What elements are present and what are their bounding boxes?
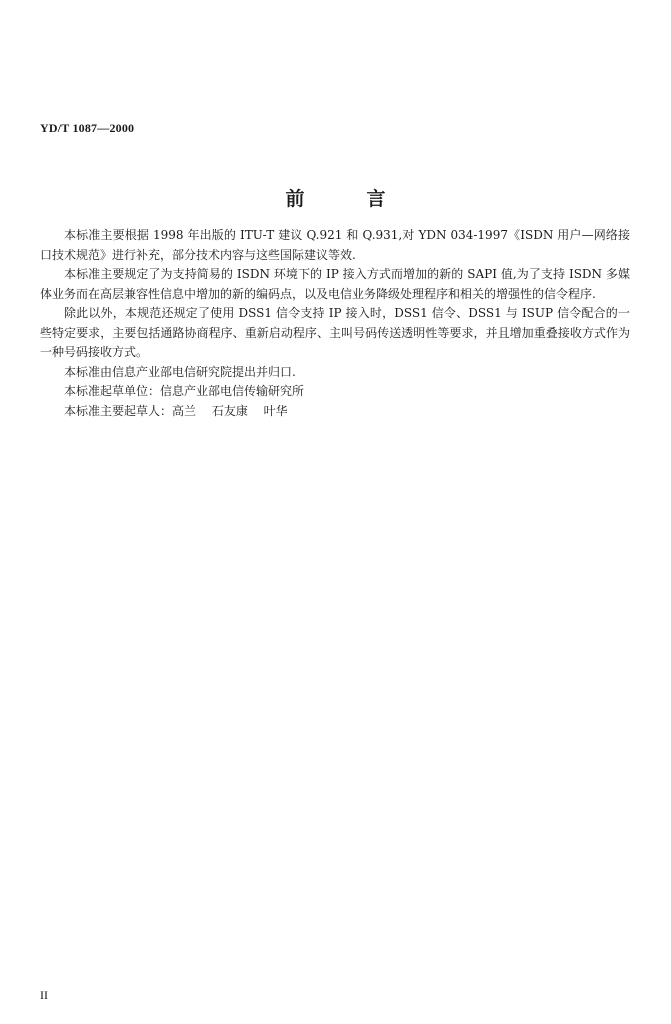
title-char-1: 前	[285, 188, 305, 210]
paragraph-4: 本标准由信息产业部电信研究院提出并归口.	[64, 364, 296, 379]
preface-body	[40, 226, 630, 421]
paragraph-6: 本标准主要起草人：高兰 石友康 叶华	[64, 403, 288, 418]
document-code: YD/T 1087—2000	[40, 121, 135, 135]
paragraph-5: 本标准起草单位：信息产业部电信传输研究所	[64, 384, 305, 398]
paragraph-3: 除此以外，本规范还规定了使用 DSS1 信令支持 IP 接入时，DSS1 信令、DSS1 与 ISUP 信令配合的一些特定要求，主要包括通路协商程序、重新启动程序、主叫号码传送透明性等要求，并且增加重叠接收方式作为一种号码接收方式。	[40, 306, 630, 359]
page-title	[0, 184, 671, 211]
paragraph-1: 本标准主要根据 1998 年出版的 ITU-T 建议 Q.921 和 Q.931,对 YDN 034-1997《ISDN 用户—网络接口技术规范》进行补充，部分技术内容与这些国际建议等效.	[40, 228, 630, 262]
page-number: II	[40, 988, 48, 1002]
paragraph-2: 本标准主要规定了为支持简易的 ISDN 环境下的 IP 接入方式而增加的新的 SAPI 值,为了支持 ISDN 多媒体业务而在高层兼容性信息中增加的新的编码点，以及电信业务降级处理程序和相关的增强性的信令程序.	[40, 267, 630, 301]
title-char-2: 言	[366, 188, 386, 210]
